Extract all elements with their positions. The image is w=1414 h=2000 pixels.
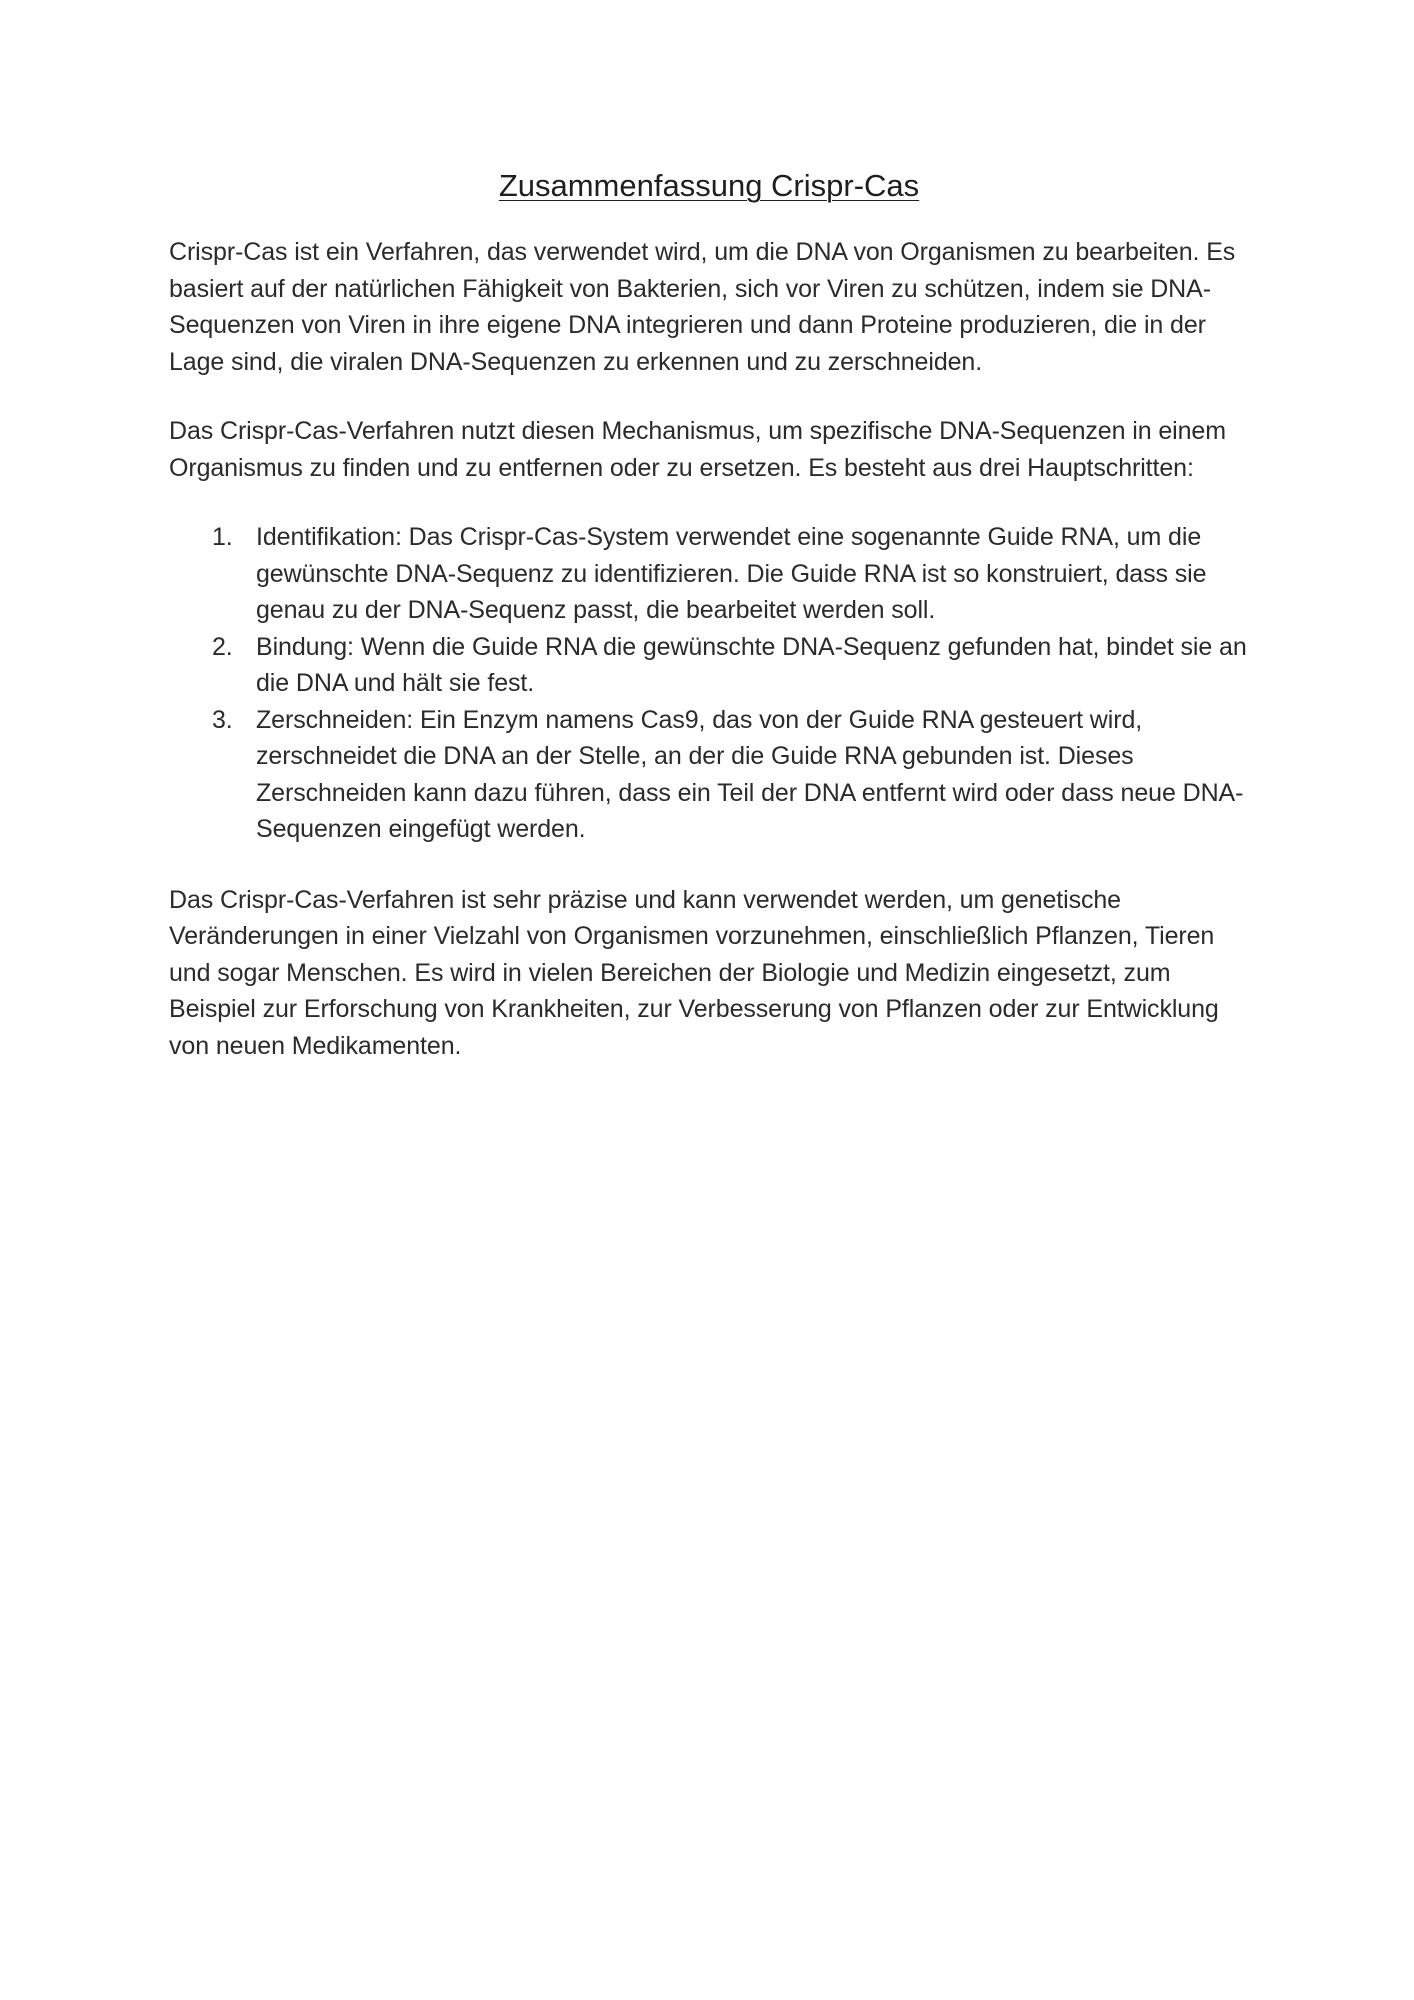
document-title: Zusammenfassung Crispr-Cas — [498, 168, 920, 203]
list-item-number: 3. — [212, 705, 233, 734]
list-item — [169, 629, 1249, 702]
list-item-text: Identifikation: Das Crispr-Cas-System verwendet eine sogenannte Guide RNA, um die gewünschte DNA-Sequenz zu identifizieren. Die Guide RNA ist so konstruiert, dass sie genau zu der DNA-Sequenz passt, die bearbeitet werden soll. — [256, 523, 1207, 624]
conclusion-paragraph: Das Crispr-Cas-Verfahren ist sehr präzise und kann verwendet werden, um genetische Veränderungen in einer Vielzahl von Organismen vorzunehmen, einschließlich Pflanzen, Tieren und sogar Menschen. Es wird in vielen Bereichen der Biologie und Medizin eingesetzt, zum Beispiel zur Erforschung von Krankheiten, zur Verbesserung von Pflanzen oder zur Entwicklung von neuen Medikamenten. — [169, 885, 1219, 1060]
document-content — [169, 166, 1249, 1097]
steps-list — [169, 519, 1249, 848]
list-item-number: 1. — [212, 523, 233, 551]
list-item-text: Bindung: Wenn die Guide RNA die gewünschte DNA-Sequenz gefunden hat, bindet sie an die DNA und hält sie fest. — [256, 632, 1247, 697]
list-item-number: 2. — [212, 632, 233, 661]
intro-paragraph: Crispr-Cas ist ein Verfahren, das verwendet wird, um die DNA von Organismen zu bearbeiten. Es basiert auf der natürlichen Fähigkeit von Bakterien, sich vor Viren zu schützen, indem sie DNA-Sequenzen von Viren in ihre eigene DNA integrieren und dann Proteine produzieren, die in der Lage sind, die viralen DNA-Sequenzen zu erkennen und zu zerschneiden. — [169, 238, 1236, 376]
list-item — [169, 519, 1249, 629]
method-paragraph: Das Crispr-Cas-Verfahren nutzt diesen Mechanismus, um spezifische DNA-Sequenzen in einem Organismus zu finden und zu entfernen oder zu ersetzen. Es besteht aus drei Hauptschritten: — [169, 417, 1226, 482]
list-item-text: Zerschneiden: Ein Enzym namens Cas9, das von der Guide RNA gesteuert wird, zerschneidet die DNA an der Stelle, an der die Guide RNA gebunden ist. Dieses Zerschneiden kann dazu führen, dass ein Teil der DNA entfernt wird oder dass neue DNA-Sequenzen eingefügt werden. — [256, 705, 1244, 843]
list-item — [169, 702, 1249, 848]
